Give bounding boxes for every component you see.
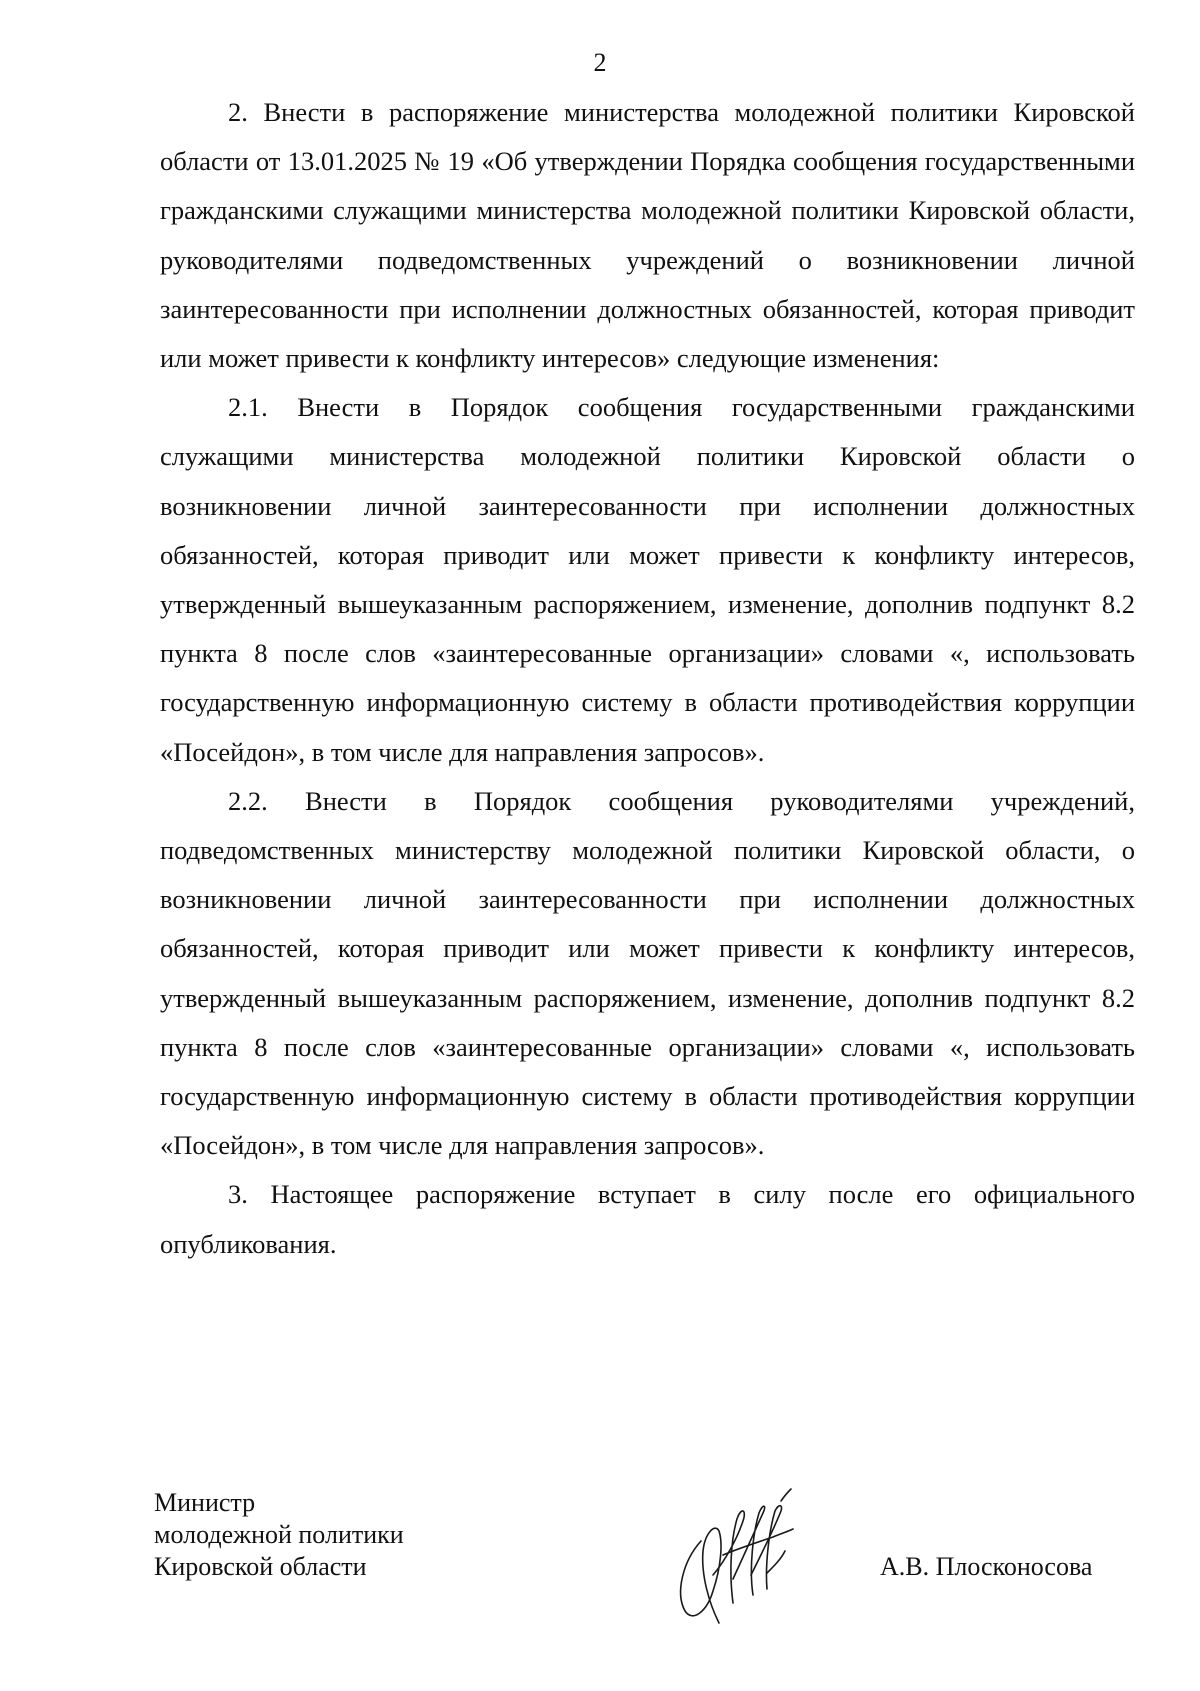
signatory-name: А.В. Плосконосова	[880, 1552, 1093, 1581]
signatory-position	[154, 1487, 404, 1583]
paragraph-2-1: 2.1. Внести в Порядок сообщения государственными гражданскими служащими министерства молодежной политики Кировской области о возникновении личной заинтересованности при исполнении должностных обязанностей, которая приводит или может привести к конфликту интересов, утвержденный вышеуказанным распоряжением, изменение, дополнив подпункт 8.2 пункта 8 после слов «заинтересованные организации» словами «, использовать государственную информационную систему в области противодействия коррупции «Посейдон», в том числе для направления запросов».	[160, 392, 1135, 767]
paragraph-2-2: 2.2. Внести в Порядок сообщения руководителями учреждений, подведомственных министерству молодежной политики Кировской области, о возникновении личной заинтересованности при исполнении должностных обязанностей, которая приводит или может привести к конфликту интересов, утвержденный вышеуказанным распоряжением, изменение, дополнив подпункт 8.2 пункта 8 после слов «заинтересованные организации» словами «, использовать государственную информационную систему в области противодействия коррупции «Посейдон», в том числе для направления запросов».	[160, 785, 1135, 1161]
document-body	[160, 88, 1135, 1269]
handwritten-signature	[663, 1483, 803, 1633]
position-line-1: Министр	[154, 1488, 256, 1517]
position-line-3: Кировской области	[154, 1552, 367, 1581]
paragraph-3: 3. Настоящее распоряжение вступает в силу после его официального опубликования.	[160, 1179, 1135, 1259]
position-line-2: молодежной политики	[154, 1520, 404, 1549]
paragraph-2: 2. Внести в распоряжение министерства молодежной политики Кировской области от 13.01.2025 № 19 «Об утверждении Порядка сообщения государственными гражданскими служащими министерства молодежной политики Кировской области, руководителями подведомственных учреждений о возникновении личной заинтересованности при исполнении должностных обязанностей, которая приводит или может привести к конфликту интересов» следующие изменения:	[160, 97, 1135, 374]
page-number: 2	[593, 48, 607, 77]
